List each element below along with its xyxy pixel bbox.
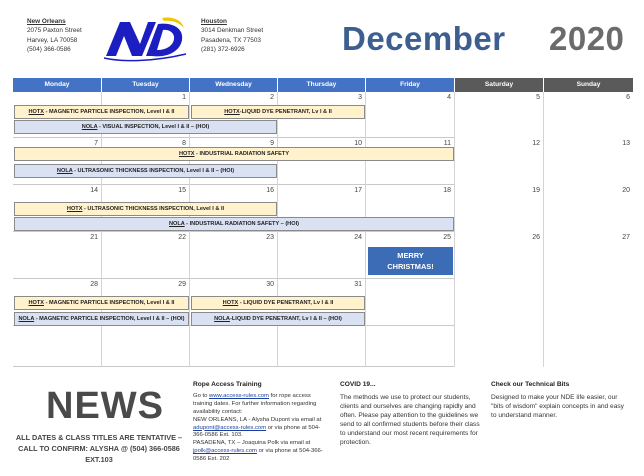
rope-access-title: Rope Access Training xyxy=(193,381,262,388)
adupont-email-link[interactable]: adupont@access-rules.com xyxy=(193,424,267,431)
day-cell[interactable] xyxy=(13,232,102,279)
office-city: Houston xyxy=(201,18,227,25)
class-event[interactable] xyxy=(14,105,189,119)
office-phone: (504) 366-0586 xyxy=(27,46,71,54)
day-cell[interactable] xyxy=(278,326,366,367)
weekday-label: Tuesday xyxy=(102,78,190,92)
office-citystate: Harvey, LA 70058 xyxy=(27,36,78,44)
calendar-week xyxy=(13,138,633,185)
day-number: 26 xyxy=(532,234,540,241)
day-number: 4 xyxy=(447,94,451,101)
new-orleans-contact xyxy=(193,417,326,441)
tentative-disclaimer: ALL DATES & CLASS TITLES ARE TENTATIVE – CALL TO CONFIRM: ALYSHA @ (504) 366-0586 EXT.103 xyxy=(15,433,183,464)
access-rules-link[interactable]: www.access-rules.com xyxy=(209,392,269,399)
day-number: 22 xyxy=(178,234,186,241)
day-number: 6 xyxy=(626,94,630,101)
covid-section xyxy=(340,381,482,447)
event-title: - MAGNETIC PARTICLE INSPECTION, Level I & II – (HOI) xyxy=(34,316,185,322)
day-number: 5 xyxy=(536,94,540,101)
day-number: 28 xyxy=(90,281,98,288)
year-title: 2020 xyxy=(549,20,625,57)
covid-title: COVID 19... xyxy=(340,381,376,388)
calendar-grid xyxy=(13,92,633,367)
class-event[interactable] xyxy=(14,312,189,326)
nd-logo xyxy=(102,16,188,62)
day-cell[interactable] xyxy=(366,279,455,326)
event-location: HOTX xyxy=(28,109,45,115)
class-event[interactable] xyxy=(14,202,277,216)
day-number: 10 xyxy=(354,140,362,147)
day-cell[interactable] xyxy=(13,326,102,367)
houston-address xyxy=(201,17,263,55)
day-number: 13 xyxy=(622,140,630,147)
day-number: 18 xyxy=(443,187,451,194)
technical-bits-section xyxy=(491,381,631,420)
day-cell[interactable] xyxy=(455,326,544,367)
day-cell[interactable] xyxy=(190,232,278,279)
covid-body: The methods we use to protect our students, clients and ourselves are changing rapidly and often. Please pay attention to the guidelines we send to all confirmed students before their class to understand our most recent requirements for protection. xyxy=(340,393,480,446)
event-location: NOLA xyxy=(168,221,185,227)
day-cell[interactable] xyxy=(366,326,455,367)
day-number: 1 xyxy=(182,94,186,101)
calendar-week xyxy=(13,232,633,279)
day-cell[interactable] xyxy=(544,326,633,367)
event-location: HOTX xyxy=(178,151,195,157)
weekday-header xyxy=(13,78,633,92)
merry-christmas-banner xyxy=(368,247,453,275)
day-cell[interactable] xyxy=(102,326,190,367)
office-street: 3014 Denkman Street xyxy=(201,27,264,35)
text: NEW ORLEANS, LA - Alysha Dupont via email at xyxy=(193,416,322,423)
text: or via phone at 504-366-0586 Ext. 202 xyxy=(193,448,323,463)
class-event[interactable] xyxy=(14,147,454,161)
day-cell[interactable] xyxy=(544,279,633,326)
event-location: NOLA xyxy=(56,168,73,174)
day-number: 20 xyxy=(622,187,630,194)
class-event[interactable] xyxy=(14,217,454,231)
weekday-label: Sunday xyxy=(544,78,633,92)
class-event[interactable] xyxy=(14,296,189,310)
event-location: HOTX xyxy=(66,206,83,212)
class-event[interactable] xyxy=(14,120,277,134)
day-number: 21 xyxy=(90,234,98,241)
day-cell[interactable] xyxy=(455,138,544,185)
event-title: - LIQUID DYE PENETRANT, Lv I & II xyxy=(238,300,334,306)
day-number: 31 xyxy=(354,281,362,288)
office-citystate: Pasadena, TX 77503 xyxy=(201,36,261,44)
event-title: - INDUSTRIAL RADIATION SAFETY xyxy=(194,151,290,157)
event-location: NOLA xyxy=(214,316,230,322)
day-cell[interactable] xyxy=(455,232,544,279)
day-cell[interactable] xyxy=(544,138,633,185)
jpolk-email-link[interactable]: jpolk@access-rules.com xyxy=(193,448,257,455)
day-number: 3 xyxy=(358,94,362,101)
text: Go to xyxy=(193,392,210,399)
day-number: 16 xyxy=(266,187,274,194)
day-number: 17 xyxy=(354,187,362,194)
weekday-label: Saturday xyxy=(455,78,544,92)
day-number: 8 xyxy=(182,140,186,147)
day-cell[interactable] xyxy=(366,138,455,185)
event-title: -LIQUID DYE PENETRANT, Lv I & II – (HOI) xyxy=(229,316,342,322)
technical-bits-title: Check our Technical Bits xyxy=(491,381,570,388)
text: PASADENA, TX – Joaquina Polk via email at xyxy=(193,440,311,447)
class-event[interactable] xyxy=(14,164,277,178)
event-title: - MAGNETIC PARTICLE INSPECTION, Level I & II xyxy=(44,109,175,115)
event-title: - MAGNETIC PARTICLE INSPECTION, Level I & II xyxy=(44,300,175,306)
day-cell[interactable] xyxy=(278,138,366,185)
day-cell[interactable] xyxy=(278,232,366,279)
news-heading: NEWS xyxy=(46,385,164,427)
event-title: - INDUSTRIAL RADIATION SAFETY – (HOI) xyxy=(184,221,299,227)
calendar-week xyxy=(13,92,633,138)
technical-bits-body: Designed to make your NDE life easier, our "bits of wisdom" explain concepts in and easy to understand manner. xyxy=(491,393,624,419)
day-number: 27 xyxy=(622,234,630,241)
event-location: HOTX xyxy=(222,300,239,306)
day-number: 15 xyxy=(178,187,186,194)
pasadena-contact xyxy=(193,440,326,464)
day-number: 29 xyxy=(178,281,186,288)
rope-access-section xyxy=(193,381,326,464)
weekday-label: Thursday xyxy=(278,78,366,92)
weekday-label: Friday xyxy=(366,78,455,92)
day-number: 25 xyxy=(443,234,451,241)
day-cell[interactable] xyxy=(455,92,544,138)
event-location: HOTX xyxy=(224,109,240,115)
event-title: - ULTRASONIC THICKNESS INSPECTION, Level I & II xyxy=(82,206,225,212)
text: for rope access training dates. For further information regarding availability contact: xyxy=(193,392,317,415)
calendar xyxy=(13,78,633,367)
office-phone: (281) 372-6926 xyxy=(201,46,245,54)
class-event[interactable] xyxy=(191,296,365,310)
event-title: - ULTRASONIC THICKNESS INSPECTION, Level I & II – (HOI) xyxy=(72,168,235,174)
day-number: 2 xyxy=(270,94,274,101)
rope-access-paragraph xyxy=(193,393,326,417)
day-cell[interactable] xyxy=(455,279,544,326)
day-cell[interactable] xyxy=(190,326,278,367)
day-number: 19 xyxy=(532,187,540,194)
header xyxy=(0,0,644,78)
day-cell[interactable] xyxy=(544,185,633,232)
merry-line: MERRY xyxy=(397,251,424,260)
day-number: 14 xyxy=(90,187,98,194)
day-number: 24 xyxy=(354,234,362,241)
office-city: New Orleans xyxy=(27,18,66,25)
class-event[interactable] xyxy=(191,312,365,326)
day-number: 11 xyxy=(443,140,451,147)
event-location: NOLA xyxy=(81,124,98,130)
weekday-label: Monday xyxy=(13,78,102,92)
christmas-line: CHRISTMAS! xyxy=(387,262,434,271)
office-street: 2075 Paxton Street xyxy=(27,27,82,35)
day-number: 23 xyxy=(266,234,274,241)
day-number: 12 xyxy=(532,140,540,147)
day-number: 7 xyxy=(94,140,98,147)
calendar-week xyxy=(13,185,633,232)
day-cell[interactable] xyxy=(366,92,455,138)
event-title: -LIQUID DYE PENETRANT, Lv I & II xyxy=(239,109,332,115)
day-number: 9 xyxy=(270,140,274,147)
day-number: 30 xyxy=(266,281,274,288)
event-location: HOTX xyxy=(28,300,45,306)
day-cell[interactable] xyxy=(544,92,633,138)
event-location: NOLA xyxy=(18,316,35,322)
weekday-label: Wednesday xyxy=(190,78,278,92)
month-title: December xyxy=(342,20,506,57)
day-cell[interactable] xyxy=(544,232,633,279)
new-orleans-address xyxy=(27,17,82,55)
calendar-week xyxy=(13,326,633,367)
class-event[interactable] xyxy=(191,105,365,119)
text: or via phone at 504-366-0586 Ext. 103. xyxy=(193,424,321,439)
day-cell[interactable] xyxy=(455,185,544,232)
calendar-week xyxy=(13,279,633,326)
day-cell[interactable] xyxy=(102,232,190,279)
event-title: - VISUAL INSPECTION, Level I & II – (HOI) xyxy=(97,124,210,130)
